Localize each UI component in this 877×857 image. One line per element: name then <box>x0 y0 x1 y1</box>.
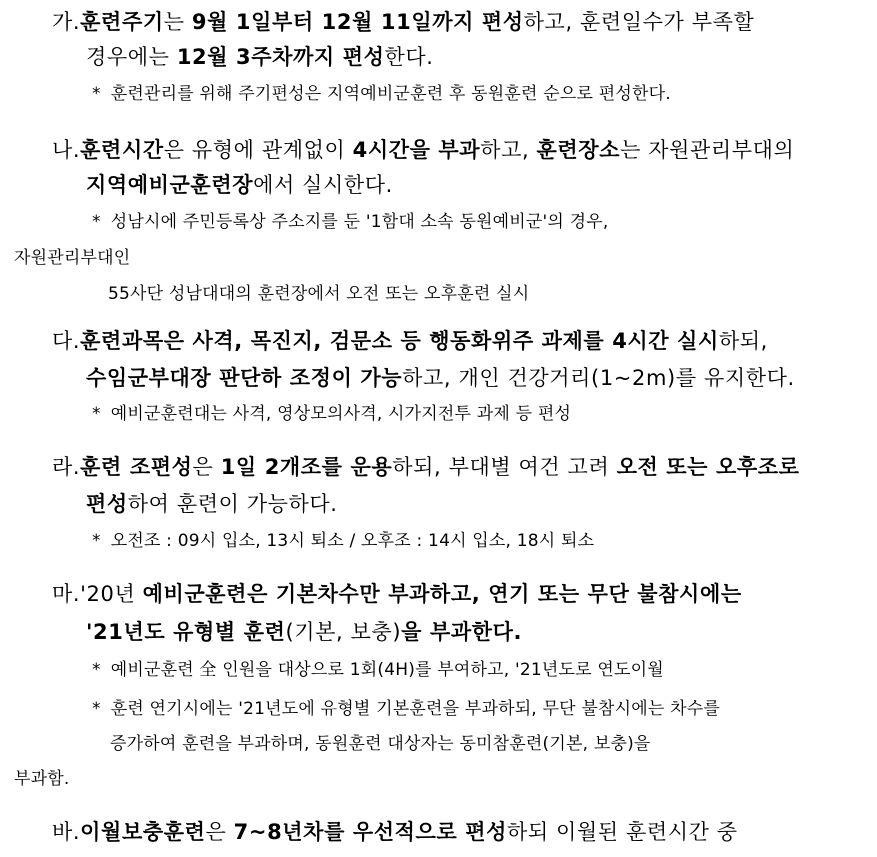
bold-text-run: 9월 1일부터 12월 11일까지 편성 <box>191 10 524 34</box>
bold-text-run: 4시간을 부과 <box>352 138 481 162</box>
section-marker: 바. <box>52 820 81 844</box>
section-ga-line2 <box>86 47 434 68</box>
text-run: 은 유형에 관계없이 <box>163 138 353 162</box>
text-run: 하고, 개인 건강거리(1~2m)를 유지한다. <box>402 366 795 390</box>
text-run: (기본, 보충) <box>285 620 402 644</box>
note-text: 성남시에 주민등록상 주소지를 둔 '1함대 소속 동원예비군'의 경우, <box>110 212 609 232</box>
bold-text-run: 훈련장소 <box>536 138 621 162</box>
section-da-note <box>92 406 571 423</box>
section-marker: 라. <box>52 455 81 479</box>
section-marker: 가. <box>52 10 81 34</box>
note-marker: * <box>92 531 101 551</box>
section-text <box>86 366 795 390</box>
section-ma-note2-cont <box>110 736 651 753</box>
bold-text-run: 지역예비군훈련장 <box>86 173 254 197</box>
note-text: 훈련관리를 위해 주기편성은 지역예비군훈련 후 동원훈련 순으로 편성한다. <box>110 84 671 104</box>
note-marker: * <box>92 84 101 104</box>
section-text <box>80 329 768 353</box>
text-run: 은 <box>205 820 234 844</box>
text-run: 은 <box>192 455 221 479</box>
section-text <box>86 620 522 644</box>
section-text <box>80 10 754 34</box>
section-text <box>80 455 799 479</box>
note-text: 훈련 연기시에는 '21년도에 유형별 기본훈련을 부과하되, 무단 불참시에는 차수를 <box>110 699 720 719</box>
bold-text-run: 수임군부대장 판단하 조정이 가능 <box>86 366 403 390</box>
section-na-note-cont <box>14 250 130 267</box>
section-ma-line2 <box>86 622 522 643</box>
bold-text-run: 1일 2개조를 운용 <box>220 455 393 479</box>
section-ma-note2-cont2 <box>14 771 69 788</box>
note-marker: * <box>92 660 101 680</box>
section-text <box>80 820 738 844</box>
section-da-line2 <box>86 368 795 389</box>
text-run: 에서 실시한다. <box>253 173 393 197</box>
text-run: 하고, 훈련일수가 부족할 <box>523 10 755 34</box>
text-run: 하되, 부대별 여건 고려 <box>392 455 617 479</box>
section-ba-line1 <box>52 822 738 843</box>
bold-text-run: 훈련과목은 사격, 목진지, 검문소 등 행동화위주 과제를 4시간 실시 <box>80 329 719 353</box>
section-da-line1 <box>52 331 768 352</box>
text-run: 한다. <box>384 45 434 69</box>
note-marker: * <box>92 212 101 232</box>
note-text: 예비군훈련 全 인원을 대상으로 1회(4H)를 부여하고, '21년도로 연도이월 <box>110 660 664 680</box>
bold-text-run: 예비군훈련은 기본차수만 부과하고, 연기 또는 무단 불참시에는 <box>142 582 742 606</box>
note-text: 증가하여 훈련을 부과하며, 동원훈련 대상자는 동미참훈련(기본, 보충)을 <box>110 734 651 754</box>
section-marker: 다. <box>52 329 81 353</box>
section-ma-note2 <box>92 701 720 718</box>
text-run: 는 자원관리부대의 <box>620 138 795 162</box>
section-text <box>80 582 742 606</box>
bold-text-run: 이월보충훈련 <box>80 820 206 844</box>
bold-text-run: 오전 또는 오후조로 <box>616 455 800 479</box>
bold-text-run: 편성 <box>86 492 128 516</box>
bold-text-run: 훈련주기 <box>80 10 164 34</box>
section-ra-note <box>92 533 594 550</box>
section-ma-note1 <box>92 662 664 679</box>
text-run: 하여 훈련이 가능하다. <box>127 492 338 516</box>
section-text <box>86 173 393 197</box>
section-na-line1 <box>52 140 794 161</box>
section-text <box>86 492 338 516</box>
section-text <box>86 45 434 69</box>
section-marker: 마. <box>52 582 81 606</box>
section-na-note <box>92 214 608 231</box>
bold-text-run: '21년도 유형별 훈련 <box>86 620 286 644</box>
note-marker: * <box>92 699 101 719</box>
section-ga-line1 <box>52 12 754 33</box>
text-run: 하고, <box>480 138 537 162</box>
bold-text-run: 훈련 조편성 <box>80 455 193 479</box>
section-text <box>80 138 794 162</box>
bold-text-run: 12월 3주차까지 편성 <box>176 45 385 69</box>
note-text: 오전조 : 09시 입소, 13시 퇴소 / 오후조 : 14시 입소, 18시 퇴소 <box>110 531 595 551</box>
bold-text-run: 7~8년차를 우선적으로 편성 <box>233 820 507 844</box>
text-run: '20년 <box>80 582 143 606</box>
note-text: 55사단 성남대대의 훈련장에서 오전 또는 오후훈련 실시 <box>108 284 530 304</box>
text-run: 경우에는 <box>86 45 177 69</box>
text-run: 는 <box>163 10 192 34</box>
note-marker: * <box>92 404 101 424</box>
text-run: 하되, <box>718 329 768 353</box>
section-na-line2 <box>86 175 393 196</box>
bold-text-run: 을 부과한다. <box>401 620 523 644</box>
section-marker: 나. <box>52 138 81 162</box>
note-text: 자원관리부대인 <box>14 248 131 268</box>
section-ra-line1 <box>52 457 800 478</box>
text-run: 하되 이월된 훈련시간 중 <box>506 820 738 844</box>
section-na-note-cont2 <box>108 286 529 303</box>
note-text: 부과함. <box>14 769 70 789</box>
note-text: 예비군훈련대는 사격, 영상모의사격, 시가지전투 과제 등 편성 <box>110 404 572 424</box>
section-ma-line1 <box>52 584 742 605</box>
section-ra-line2 <box>86 494 338 515</box>
section-ga-note <box>92 86 671 103</box>
bold-text-run: 훈련시간 <box>80 138 164 162</box>
